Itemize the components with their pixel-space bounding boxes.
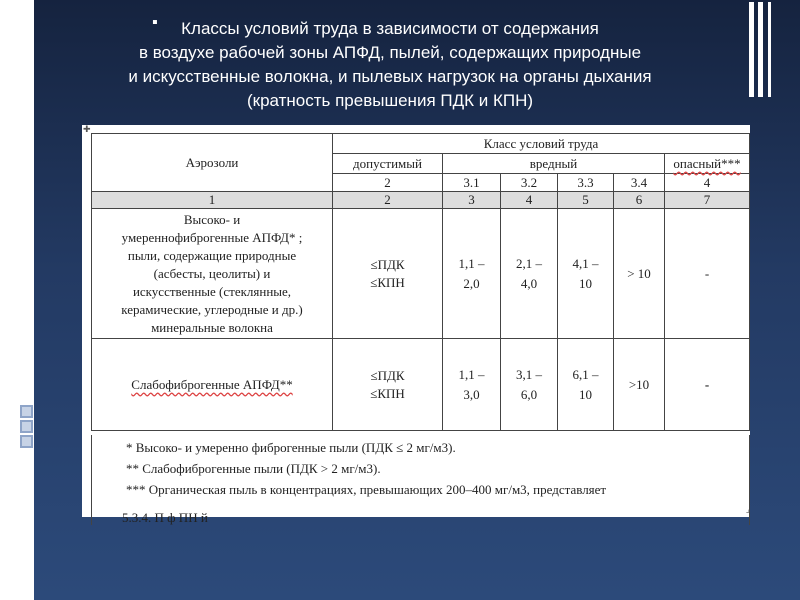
aerosol-cell: Слабофиброгенные АПФД**: [92, 339, 333, 431]
allowed-cell: ≤ПДК ≤КПН: [333, 339, 443, 431]
aerosol-cell: Высоко- и умереннофиброгенные АПФД* ; пыли, содержащие природные (асбесты, цеолиты) и искусственные (стеклянные, керамические, углеродные и др.) минеральные волокна: [92, 209, 333, 339]
class-3-1-cell: 1,1 – 2,0: [443, 209, 501, 339]
cut-off-text: 5.3.4. П ф ПН й: [122, 510, 208, 525]
class-3-1-cell: 1,1 – 3,0: [443, 339, 501, 431]
class-3-4-cell: >10: [614, 339, 665, 431]
group-allowed: допустимый: [333, 154, 443, 174]
column-number: 1: [92, 192, 333, 209]
deco-square-3: [20, 435, 33, 448]
work-conditions-table: [91, 133, 750, 431]
class-3-3-cell: 4,1 – 10: [558, 209, 614, 339]
deco-square-1: [20, 405, 33, 418]
table-row: [92, 339, 750, 431]
class-3-4-cell: > 10: [614, 209, 665, 339]
class-code: 3.3: [558, 174, 614, 192]
column-number: 2: [333, 192, 443, 209]
column-number: 6: [614, 192, 665, 209]
group-harmful: вредный: [443, 154, 665, 174]
title-line-3: и искусственные волокна, и пылевых нагрузок на органы дыхания: [128, 67, 652, 86]
header-class: Класс условий труда: [333, 134, 750, 154]
title-line-2: в воздухе рабочей зоны АПФД, пылей, содержащих природные: [138, 43, 642, 62]
resize-handle-icon: ⌟: [745, 504, 750, 514]
class-code: 3.2: [501, 174, 558, 192]
title-line-4: (кратность превышения ПДК и КПН): [246, 91, 534, 110]
class-code: 3.4: [614, 174, 665, 192]
group-dangerous: опасный***: [665, 154, 750, 174]
class-3-2-cell: 2,1 – 4,0: [501, 209, 558, 339]
title-bullet: ▪: [152, 14, 158, 31]
class-code: 4: [665, 174, 750, 192]
table-row: [92, 209, 750, 339]
class-3-2-cell: 3,1 – 6,0: [501, 339, 558, 431]
class-4-cell: -: [665, 209, 750, 339]
column-number: 7: [665, 192, 750, 209]
left-margin: [0, 0, 34, 600]
column-number: 3: [443, 192, 501, 209]
class-3-3-cell: 6,1 – 10: [558, 339, 614, 431]
allowed-cell: ≤ПДК ≤КПН: [333, 209, 443, 339]
deco-bar-top: [749, 2, 754, 97]
deco-square-2: [20, 420, 33, 433]
deco-bar-top-3: [768, 2, 771, 97]
title-line-1: Классы условий труда в зависимости от содержания: [181, 19, 599, 38]
class-4-cell: -: [665, 339, 750, 431]
footnote-3: *** Органическая пыль в концентрациях, превышающих 200–400 мг/м3, представляет: [126, 482, 607, 497]
deco-bar-top-2: [758, 2, 763, 97]
column-number: 5: [558, 192, 614, 209]
class-code: 3.1: [443, 174, 501, 192]
column-number: 4: [501, 192, 558, 209]
header-aerosol: Аэрозоли: [92, 134, 333, 192]
class-code: 2: [333, 174, 443, 192]
footnote-2: ** Слабофиброгенные пыли (ПДК > 2 мг/м3).: [126, 461, 381, 476]
footnote-1: * Высоко- и умеренно фиброгенные пыли (ПДК ≤ 2 мг/м3).: [126, 440, 456, 455]
table-image: [82, 124, 750, 525]
slide-title: [110, 17, 670, 113]
move-handle-icon: ✚: [83, 124, 91, 134]
